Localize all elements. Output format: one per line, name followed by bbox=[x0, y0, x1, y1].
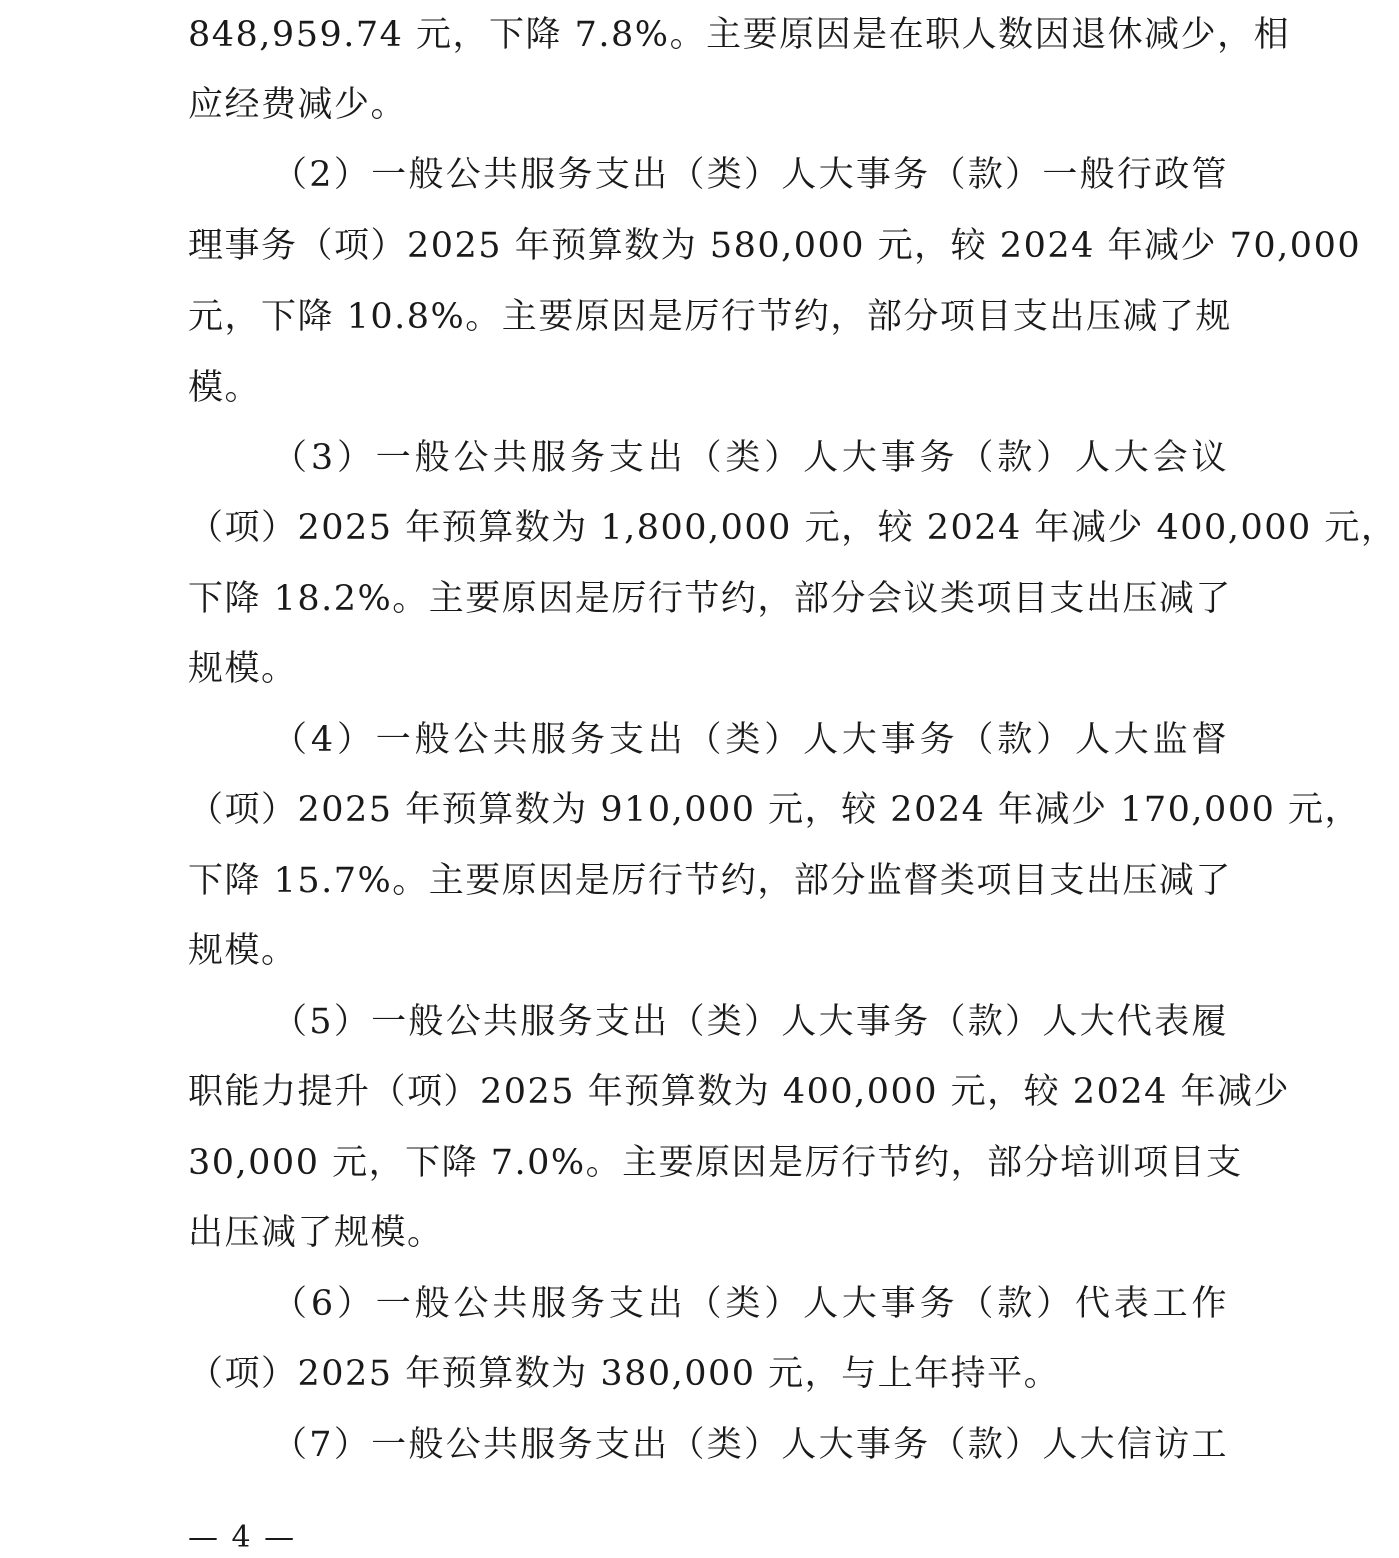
paragraph-7-start: （7）一般公共服务支出（类）人大事务（款）人大信访工 bbox=[272, 1425, 1228, 1465]
text-line: 30,000 元，下降 7.0%。主要原因是厉行节约，部分培训项目支 bbox=[188, 1143, 1243, 1183]
text-line: 出压减了规模。 bbox=[188, 1213, 444, 1253]
page-number: — 4 — bbox=[188, 1520, 297, 1555]
paragraph-6-start: （6）一般公共服务支出（类）人大事务（款）代表工作 bbox=[272, 1284, 1228, 1324]
text-line: 职能力提升（项）2025 年预算数为 400,000 元，较 2024 年减少 bbox=[188, 1072, 1291, 1112]
text-line: 848,959.74 元，下降 7.8%。主要原因是在职人数因退休减少，相 bbox=[188, 15, 1291, 55]
text-line: 规模。 bbox=[188, 649, 298, 689]
text-line: （项）2025 年预算数为 380,000 元，与上年持平。 bbox=[188, 1354, 1061, 1394]
text-line: 应经费减少。 bbox=[188, 85, 408, 125]
text-line: 规模。 bbox=[188, 931, 298, 971]
paragraph-3-start: （3）一般公共服务支出（类）人大事务（款）人大会议 bbox=[272, 438, 1228, 478]
paragraph-5-start: （5）一般公共服务支出（类）人大事务（款）人大代表履 bbox=[272, 1002, 1228, 1042]
text-line: （项）2025 年预算数为 1,800,000 元，较 2024 年减少 400,000 元， bbox=[188, 508, 1398, 548]
text-line: 元，下降 10.8%。主要原因是厉行节约，部分项目支出压减了规 bbox=[188, 297, 1232, 337]
text-line: 下降 18.2%。主要原因是厉行节约，部分会议类项目支出压减了 bbox=[188, 579, 1232, 619]
text-line: （项）2025 年预算数为 910,000 元，较 2024 年减少 170,000 元， bbox=[188, 790, 1361, 830]
text-line: 下降 15.7%。主要原因是厉行节约，部分监督类项目支出压减了 bbox=[188, 861, 1232, 901]
text-line: 理事务（项）2025 年预算数为 580,000 元，较 2024 年减少 70,000 bbox=[188, 226, 1362, 266]
text-line: 模。 bbox=[188, 368, 262, 408]
paragraph-2-start: （2）一般公共服务支出（类）人大事务（款）一般行政管 bbox=[272, 155, 1228, 195]
paragraph-4-start: （4）一般公共服务支出（类）人大事务（款）人大监督 bbox=[272, 720, 1228, 760]
